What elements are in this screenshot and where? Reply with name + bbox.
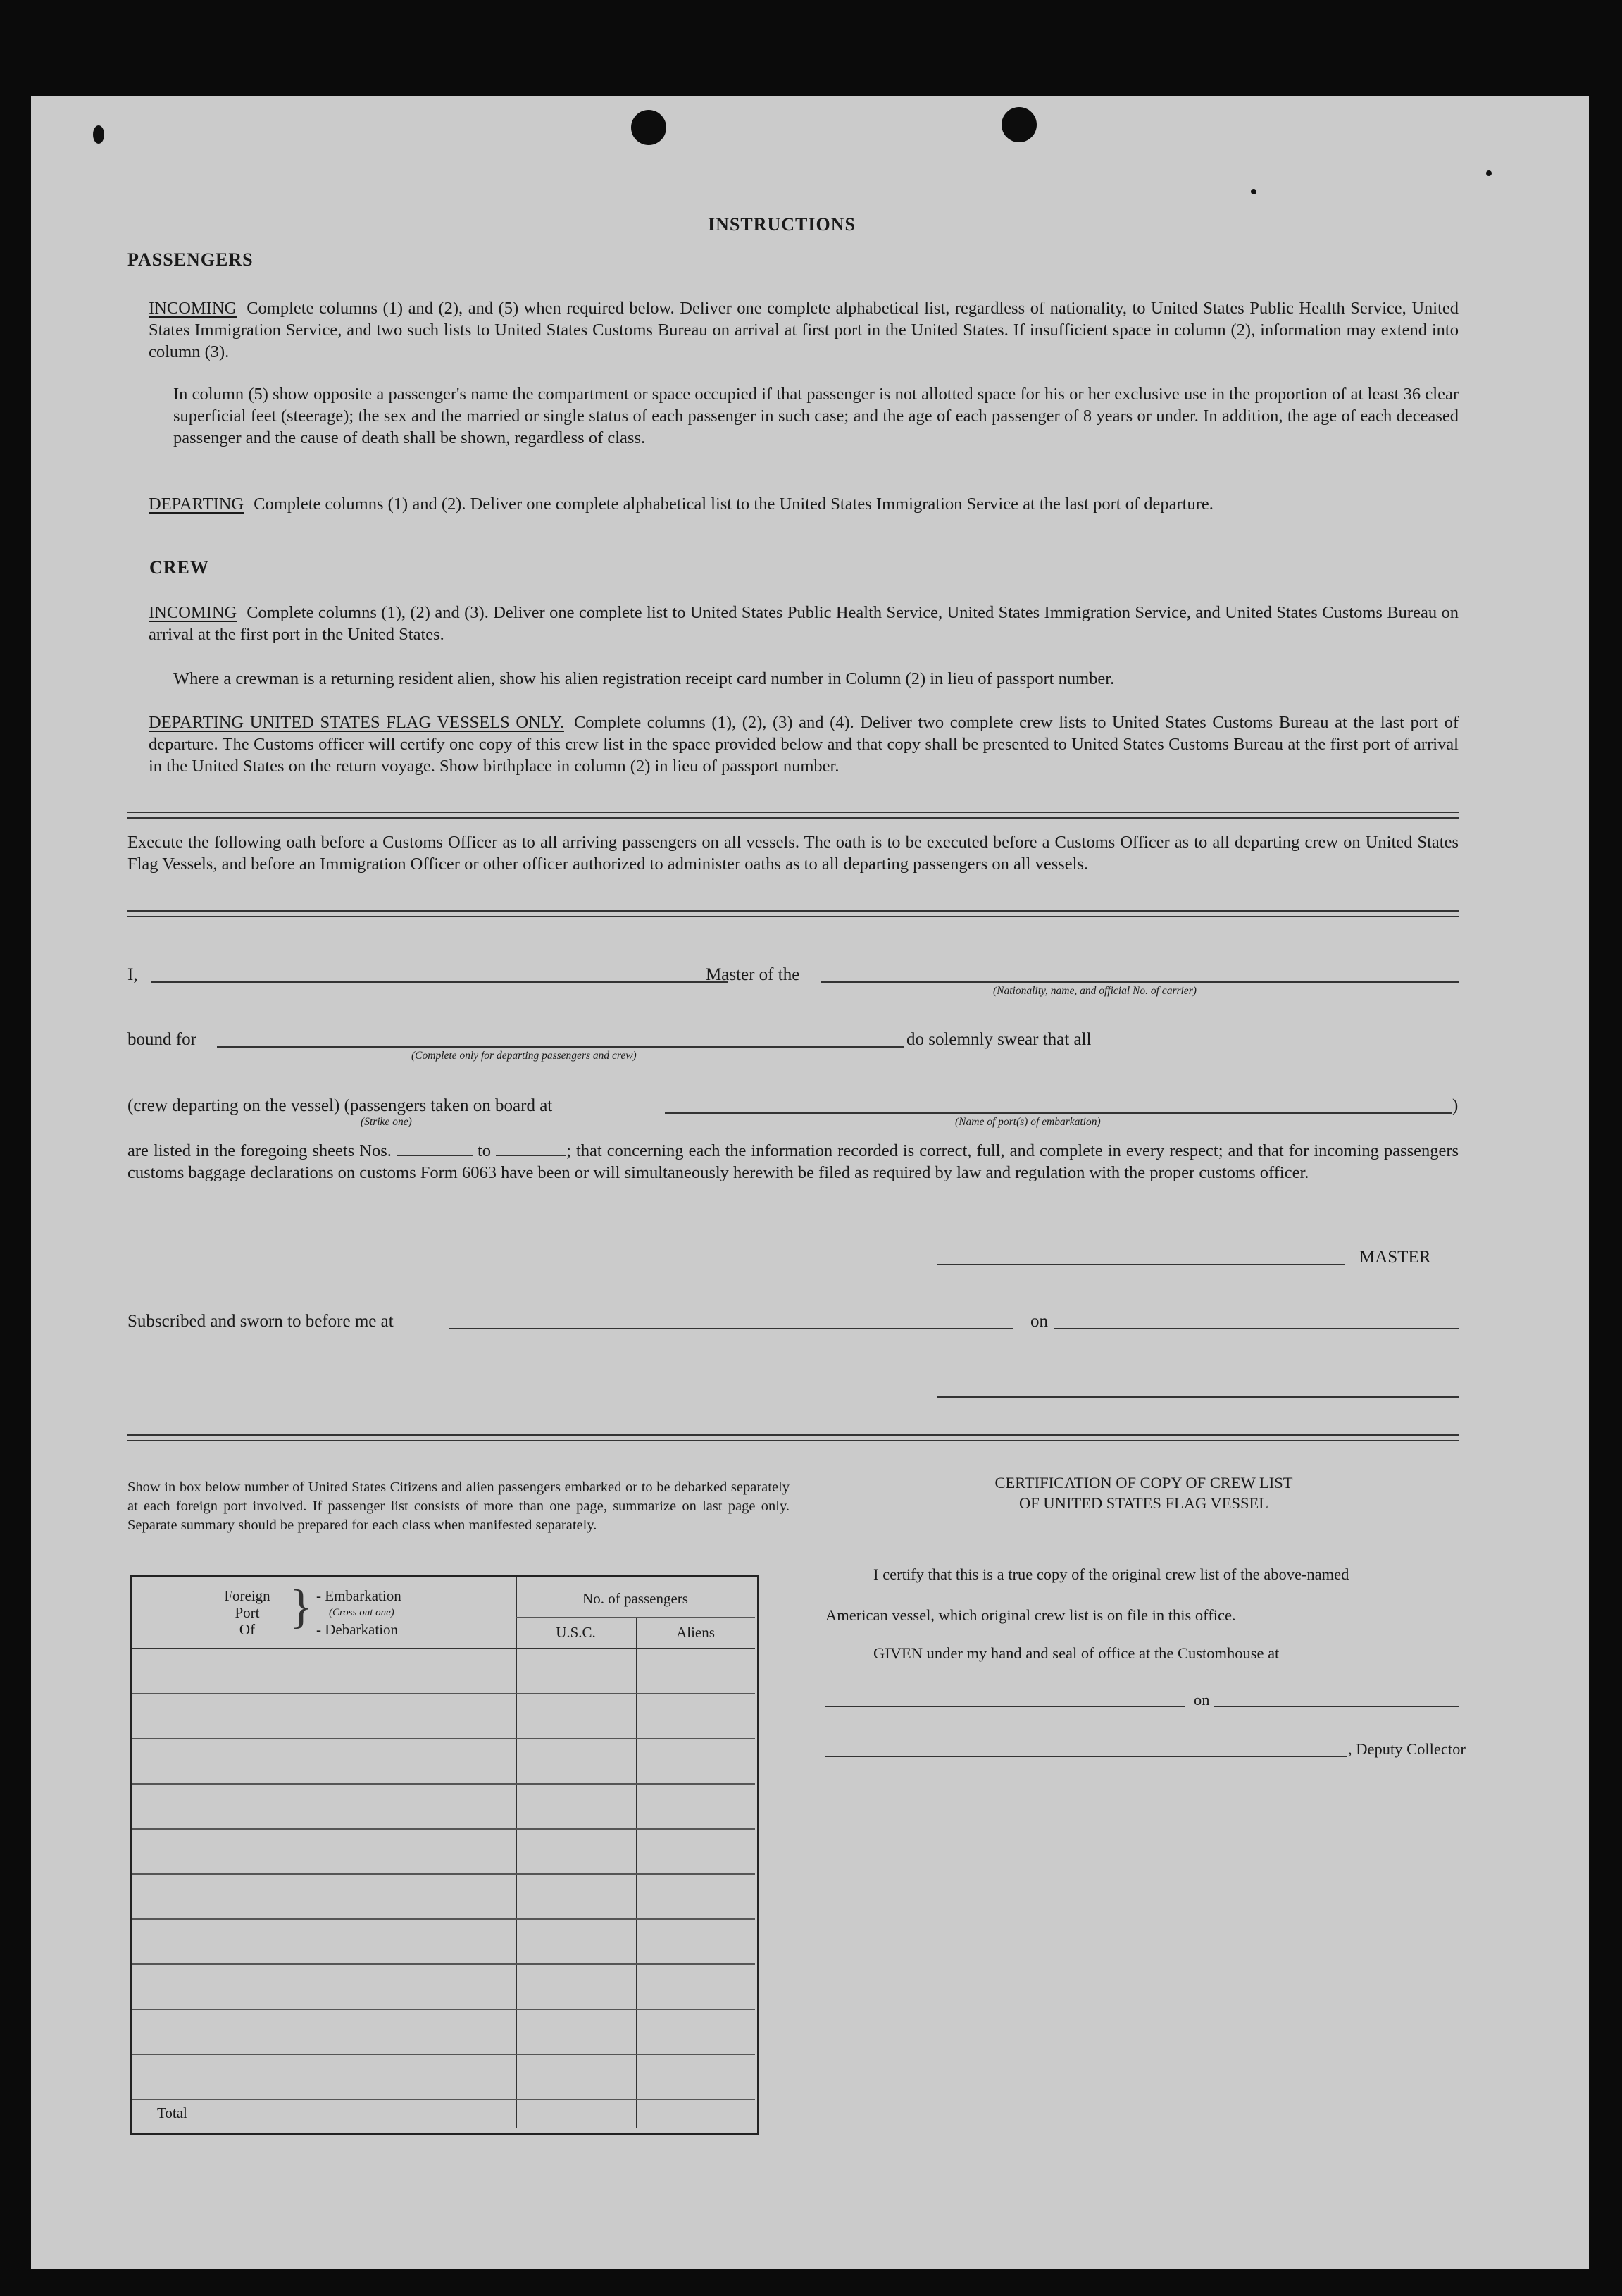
close-paren: ) — [1452, 1096, 1459, 1115]
embarkation-ports-field[interactable] — [665, 1112, 1452, 1114]
carrier-field[interactable] — [821, 981, 1459, 983]
page-title: INSTRUCTIONS — [708, 214, 856, 235]
sworn-place-field[interactable] — [449, 1328, 1013, 1329]
passengers-incoming-lead: INCOMING — [149, 299, 237, 318]
sheet-to-field[interactable] — [496, 1142, 566, 1156]
bound-for-label: bound for — [127, 1030, 196, 1049]
carrier-note: (Nationality, name, and official No. of carrier) — [993, 985, 1197, 997]
passengers-heading: PASSENGERS — [127, 249, 254, 270]
passengers-incoming-paragraph — [149, 297, 1459, 363]
cert-date-field[interactable] — [1214, 1706, 1459, 1707]
ports-note: (Name of port(s) of embarkation) — [955, 1116, 1101, 1128]
listed-paragraph — [127, 1140, 1459, 1184]
sheet-from-field[interactable] — [397, 1142, 473, 1156]
passengers-incoming-text: Complete columns (1) and (2), and (5) when required below. Deliver one complete alphabetical list, regardless of nationality, to United States Public Health Service, United States Immigration Service, and two such lists to United States Customs Bureau on arrival at first port in the United States. If insufficient space in column (2), information may extend into column (3). — [149, 299, 1459, 361]
section-divider — [127, 910, 1459, 917]
crew-incoming-paragraph — [149, 602, 1459, 645]
summary-note: Show in box below number of United States Citizens and alien passengers embarked or to be debarked separately at each foreign port involved. If passenger list consists of more than one page, summarize on last page only. Separate summary should be prepared for each class when manifested separately. — [127, 1479, 790, 1533]
no-passengers-header: No. of passengers — [582, 1590, 688, 1607]
ink-speck — [93, 125, 104, 144]
crew-departing-paragraph — [149, 712, 1459, 777]
strike-note: (Strike one) — [361, 1116, 412, 1128]
passengers-departing-paragraph — [149, 493, 1459, 515]
bound-note: (Complete only for departing passengers and crew) — [411, 1050, 637, 1062]
crew-incoming-lead: INCOMING — [149, 603, 237, 622]
listed-text-b: ; that concerning each the information recorded is correct, full, and complete in every respect; and that for incoming passengers customs baggage declarations on customs Form 6063 have been or will simultaneously herewith be filed as required by law and regulation with the proper customs officer. — [127, 1141, 1459, 1182]
crew-incoming-text: Complete columns (1), (2) and (3). Deliver one complete list to United States Public Health Service, United States Immigration Service, and United States Customs Bureau on arrival at the first port in the United States. — [149, 603, 1459, 644]
crew-departing-lead: DEPARTING UNITED STATES FLAG VESSELS ONLY. — [149, 713, 564, 732]
bound-for-field[interactable] — [217, 1046, 904, 1048]
subscribed-label: Subscribed and sworn to before me at — [127, 1312, 394, 1331]
cert-line3: GIVEN under my hand and seal of office at the Customhouse at — [873, 1644, 1280, 1662]
master-label: MASTER — [1359, 1248, 1431, 1267]
sworn-date-field[interactable] — [1054, 1328, 1459, 1329]
foreign-port-of-label: Foreign Port Of — [224, 1587, 270, 1638]
ink-speck — [1251, 189, 1256, 194]
crew-departing-text: Complete columns (1), (2), (3) and (4). Deliver two complete crew lists to United States Customs Bureau at the last port of departure. The Customs officer will certify one copy of this crew list in the space provided below and that copy shall be presented to United States Customs Bureau at the first port of arrival in the United States on the return voyage. Show birthplace in column (2) in lieu of passport number. — [149, 713, 1459, 776]
deputy-collector-label: , Deputy Collector — [1348, 1740, 1466, 1758]
deputy-signature-field[interactable] — [825, 1756, 1347, 1757]
section-divider — [127, 812, 1459, 819]
sworn-on-label: on — [1030, 1312, 1048, 1331]
master-name-field[interactable] — [151, 981, 728, 983]
punch-hole — [1002, 107, 1037, 142]
passengers-departing-text: Complete columns (1) and (2). Deliver one complete alphabetical list to the United States Immigration Service at the last port of departure. — [254, 495, 1214, 514]
crew-departing-label: (crew departing on the vessel) (passengers taken on board at — [127, 1096, 553, 1115]
form-sheet — [31, 96, 1589, 2269]
passenger-summary-table — [130, 1575, 759, 2135]
section-divider — [127, 1434, 1459, 1441]
listed-text-a: are listed in the foregoing sheets Nos. — [127, 1141, 392, 1160]
ink-speck — [1486, 170, 1492, 176]
master-signature-field[interactable] — [937, 1264, 1345, 1265]
passengers-departing-lead: DEPARTING — [149, 495, 244, 514]
embark-debark-label: - Embarkation (Cross out one) - Debarkation — [316, 1587, 401, 1638]
cert-line2: American vessel, which original crew list is on file in this office. — [825, 1606, 1236, 1624]
listed-to: to — [478, 1141, 492, 1160]
passengers-column5-paragraph: In column (5) show opposite a passenger's name the compartment or space occupied if that passenger is not allotted space for his or her exclusive use in the proportion of at least 36 clear superficial feet (steerage); the sex and the married or single status of each passenger in such case; and the age of each passenger of 8 years or under. In addition, the age of each deceased passenger and the cause of death shall be shown, regardless of class. — [173, 385, 1459, 447]
customhouse-field[interactable] — [825, 1706, 1185, 1707]
total-label: Total — [157, 2104, 187, 2121]
aliens-header: Aliens — [676, 1624, 715, 1641]
swear-label: do solemnly swear that all — [906, 1030, 1092, 1049]
certification-heading: CERTIFICATION OF COPY OF CREW LIST OF UNITED STATES FLAG VESSEL — [994, 1474, 1293, 1512]
brace-glyph: } — [289, 1580, 313, 1633]
oath-i-label: I, — [127, 965, 138, 984]
usc-header: U.S.C. — [556, 1624, 596, 1641]
oath-instructions: Execute the following oath before a Customs Officer as to all arriving passengers on all vessels. The oath is to be executed before a Customs Officer as to all departing crew on United States Flag Vessels, and before an Immigration Officer or other officer authorized to administer oaths as to all departing passengers on all vessels. — [127, 833, 1459, 874]
crew-heading: CREW — [149, 557, 209, 578]
punch-hole — [631, 110, 666, 145]
master-of-label: Master of the — [706, 965, 800, 984]
crew-resident-paragraph: Where a crewman is a returning resident alien, show his alien registration receipt card number in Column (2) in lieu of passport number. — [173, 669, 1115, 688]
officer-signature-field[interactable] — [937, 1396, 1459, 1398]
cert-on-label: on — [1194, 1691, 1210, 1708]
cert-line1: I certify that this is a true copy of the original crew list of the above-named — [873, 1565, 1349, 1583]
